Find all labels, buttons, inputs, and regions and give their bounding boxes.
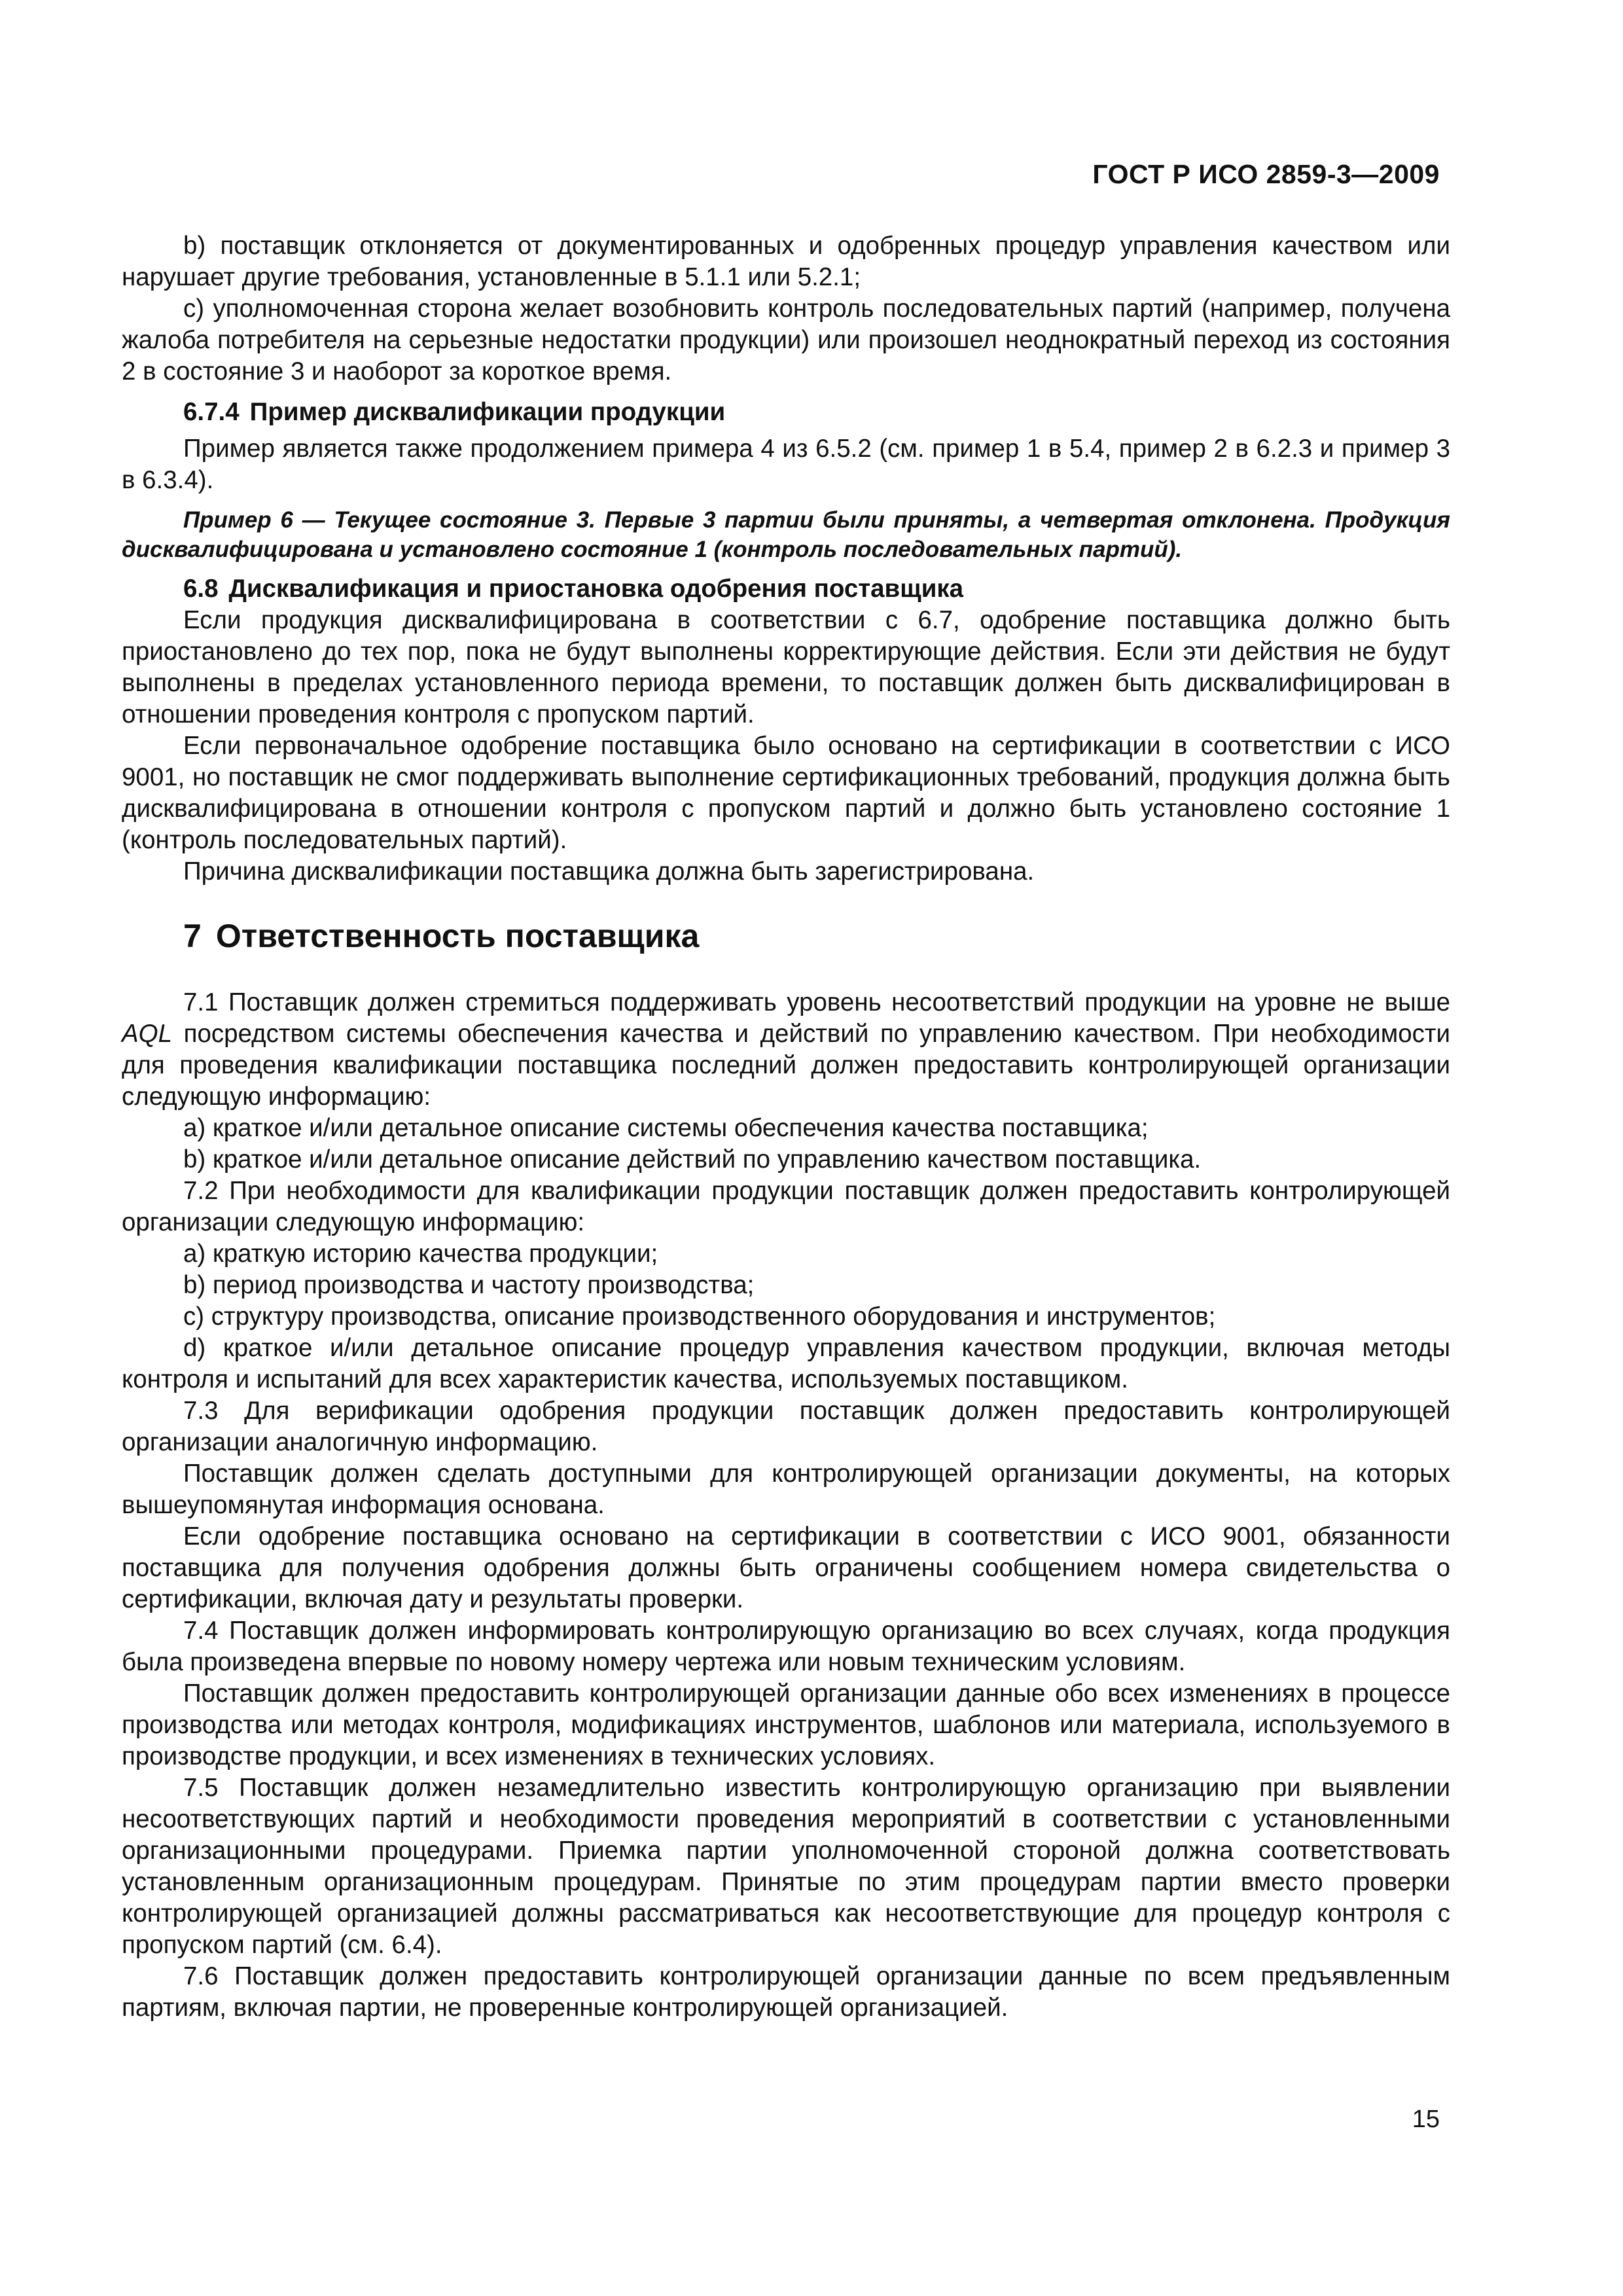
paragraph: Пример является также продолжением примера 4 из 6.5.2 (см. пример 1 в 5.4, пример 2 в 6.2.3 и пример 3 в 6.3.4). [122,435,1450,494]
paragraph-7-3: 7.3 Для верификации одобрения продукции поставщик должен предоставить контролирующей организации аналогичную информацию. [122,1397,1450,1456]
section-title: Дисквалификация и приостановка одобрения поставщика [228,575,964,603]
paragraph-7-4: 7.4 Поставщик должен информировать контролирующую организацию во всех случаях, когда продукция была произведена впервые по новому номеру чертежа или новым техническим условиям. [122,1617,1450,1676]
example-note: Пример 6 — Текущее состояние 3. Первые 3 партии были приняты, а четвертая отклонена. Продукция дисквалифицирована и установлено состояние 1 (контроль последовательных партий). [122,507,1450,562]
section-title: Ответственность поставщика [215,918,700,954]
section-7-heading [122,916,1450,956]
section-6-8-heading [122,573,1450,605]
paragraph-7-6: 7.6 Поставщик должен предоставить контролирующей организации данные по всем предъявленным партиям, включая партии, не проверенные контролирующей организацией. [122,1962,1450,2022]
paragraph: Если первоначальное одобрение поставщика было основано на сертификации в соответствии с ИСО 9001, но поставщик не смог поддерживать выполнение сертификационных требований, продукция должна быть дисквалифицирована в отношении контроля с пропуском партий и должно быть установлено состояние 1 (контроль последовательных партий). [122,732,1450,854]
document-body [122,230,1450,2024]
paragraph: Поставщик должен сделать доступными для контролирующей организации документы, на которых вышеупомянутая информация основана. [122,1460,1450,1519]
list-item: d) краткое и/или детальное описание процедур управления качеством продукции, включая методы контроля и испытаний для всех характеристик качества, используемых поставщиком. [122,1334,1450,1393]
section-number: 6.7.4 [183,398,240,426]
list-item: b) краткое и/или детальное описание действий по управлению качеством поставщика. [183,1145,1202,1174]
paragraph: Если одобрение поставщика основано на сертификации в соответствии с ИСО 9001, обязанности поставщика для получения одобрения должны быть ограничены сообщением номера свидетельства о сертификации, включая дату и результаты проверки. [122,1522,1450,1613]
paragraph-7-5: 7.5 Поставщик должен незамедлительно известить контролирующую организацию при выявлении несоответствующих партий и необходимости проведения мероприятий в соответствии с установленными организационными процедурами. Приемка партии уполномоченной стороной должна соответствовать установленным организационным процедурам. Принятые по этим процедурам партии вместо проверки контролирующей организацией должны рассматриваться как несоответствующие для процедур контроля с пропуском партий (см. 6.4). [122,1774,1450,1959]
list-item: а) краткую историю качества продукции; [183,1240,658,1268]
list-item-c: c) уполномоченная сторона желает возобновить контроль последовательных партий (например, получена жалоба потребителя на серьезные недостатки продукции) или произошел неоднократный переход из состояния 2 в состояние 3 и наоборот за короткое время. [122,295,1450,386]
section-6-7-4-heading [122,397,1450,428]
paragraph-7-2: 7.2 При необходимости для квалификации продукции поставщик должен предоставить контролирующей организации следующую информацию: [122,1177,1450,1236]
section-number: 6.8 [183,575,219,603]
paragraph: Причина дисквалификации поставщика должна быть зарегистрирована. [183,857,1035,886]
list-item-b: b) поставщик отклоняется от документированных и одобренных процедур управления качеством или нарушает другие требования, установленные в 5.1.1 или 5.2.1; [122,232,1450,291]
aql-term: AQL [122,1020,173,1048]
paragraph: Если продукция дисквалифицирована в соответствии с 6.7, одобрение поставщика должно быть приостановлено до тех пор, пока не будут выполнены корректирующие действия. Если эти действия не будут выполнены в пределах установленного периода времени, то поставщик должен быть дисквалифицирован в отношении проведения контроля с пропуском партий. [122,606,1450,728]
paragraph: Поставщик должен предоставить контролирующей организации данные обо всех изменениях в процессе производства или методах контроля, модификациях инструментов, шаблонов или материала, используемого в производстве продукции, и всех изменениях в технических условиях. [122,1679,1450,1770]
page-number: 15 [1412,2106,1440,2133]
list-item: а) краткое и/или детальное описание системы обеспечения качества поставщика; [183,1114,1149,1142]
section-number: 7 [183,918,202,954]
section-title: Пример дисквалификации продукции [249,398,726,426]
list-item: b) период производства и частоту производства; [183,1271,755,1299]
standard-header: ГОСТ Р ИСО 2859-3—2009 [1092,159,1440,189]
paragraph-7-1: 7.1 Поставщик должен стремиться поддерживать уровень несоответствий продукции на уровне не выше AQL посредством системы обеспечения качества и действий по управлению качеством. При необходимости для проведения квалификации поставщика последний должен предоставить контролирующей организации следующую информацию: [122,988,1450,1111]
list-item: c) структуру производства, описание производственного оборудования и инструментов; [183,1302,1216,1331]
